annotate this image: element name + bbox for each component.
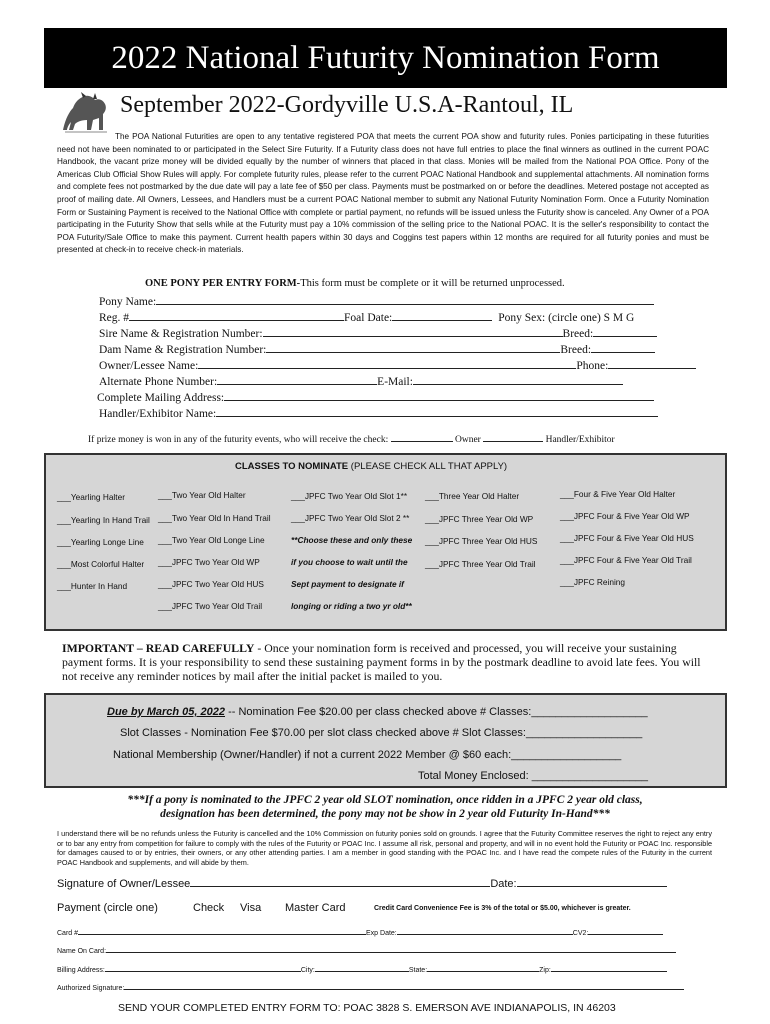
handler-field[interactable]: Handler/Exhibitor Name: [99, 406, 658, 420]
class-checkbox[interactable]: ___Three Year Old Halter [425, 491, 520, 501]
dam-field[interactable]: Dam Name & Registration Number: Breed: [99, 342, 655, 356]
class-checkbox[interactable]: ___JPFC Two Year Old WP [158, 557, 260, 567]
pony-name-field[interactable]: Pony Name: [99, 294, 654, 308]
name-on-card-field[interactable]: Name On Card: [57, 945, 676, 955]
payment-label: Payment (circle one) [57, 902, 158, 914]
total-money-line[interactable]: Total Money Enclosed: ___________________ [418, 770, 648, 782]
class-checkbox[interactable]: ___JPFC Two Year Old HUS [158, 579, 264, 589]
owner-field[interactable]: Owner/Lessee Name: Phone: [99, 358, 696, 372]
class-checkbox[interactable]: ___JPFC Two Year Old Slot 1** [291, 491, 408, 501]
class-checkbox[interactable]: ___Two Year Old Longe Line [158, 535, 265, 545]
class-checkbox[interactable]: ___JPFC Four & Five Year Old WP [560, 511, 690, 521]
mailing-address-field[interactable]: Complete Mailing Address: [97, 390, 654, 404]
class-checkbox[interactable]: ___JPFC Four & Five Year Old Trail [560, 555, 692, 565]
class-checkbox[interactable]: ___JPFC Three Year Old HUS [425, 536, 538, 546]
cc-fee-note: Credit Card Convenience Fee is 3% of the total or $5.00, whichever is greater. [374, 905, 631, 912]
entry-heading: ONE PONY PER ENTRY FORM-This form must be complete or it will be returned unprocessed. [145, 278, 565, 289]
page-subtitle: September 2022-Gordyville U.S.A-Rantoul, IL [120, 92, 574, 118]
class-checkbox[interactable]: ___Most Colorful Halter [57, 559, 145, 569]
slot-note: Sept payment to designate if [291, 579, 404, 589]
class-checkbox[interactable]: ___Four & Five Year Old Halter [560, 489, 676, 499]
class-checkbox[interactable]: ___JPFC Two Year Old Slot 2 ** [291, 513, 410, 523]
slot-fee-line[interactable]: Slot Classes - Nomination Fee $70.00 per slot class checked above # Slot Classes:___________________ [120, 727, 643, 739]
card-number-field[interactable]: Card # Exp Date: CV2: [57, 927, 663, 937]
reg-field[interactable]: Reg. # Foal Date: Pony Sex: (circle one) S M G [99, 312, 635, 324]
intro-paragraph: The POA National Futurities are open to any tentative registered POA that meets the current POA show and futurity rules. Ponies participating in these futurities need not have been nominated to or participated in the Select Sire Futurity. If a Futurity class does not have full entries to place the final winners as outlined in the current POAC Handbook, the vacant prize money will be divided equally by the number of winners that placed in that class. Monies will be mailed from the National POA Office. Pony of the Americas Club Official Show Rules will apply. For complete futurity rules, please refer to the current POAC National Handbook and supplemental attachments. All nomination forms and complete fees not postmarked by the due date will pay a late fee of $50 per class. Payments must be postmarked on or before the deadlines. Metered postage not accepted as proof of mailing date. All Owners, Lessees, and Handlers must be a current POAC National member to submit any National Futurity Nomination Form. Once a Futurity Nomination Form or Sustaining Payment is received to the National Office with complete or partial payment, no refunds will be issued unless the Futurity show is canceled. Any Owner of a POA participating in the Futurity Show that sells while at the Futurity must pay a 10% commission of the selling price to the National POAC. It is the seller's responsibility to contact the POA Futurity/Sale Office to make this payment. Current health papers within 30 days and Coggins test papers within 12 months are required for all futurity ponies and must be presented at check-in to receive check-in materials. [57, 132, 709, 255]
class-checkbox[interactable]: ___Yearling In Hand Trail [57, 515, 150, 525]
alt-phone-field[interactable]: Alternate Phone Number: E-Mail: [99, 374, 623, 388]
slot-note: if you choose to wait until the [291, 557, 408, 567]
payment-option-mastercard[interactable]: Master Card [285, 902, 346, 914]
class-checkbox[interactable]: ___Two Year Old Halter [158, 490, 246, 500]
class-checkbox[interactable]: ___JPFC Two Year Old Trail [158, 601, 263, 611]
slot-note: longing or riding a two yr old** [291, 601, 412, 611]
class-checkbox[interactable]: ___JPFC Four & Five Year Old HUS [560, 533, 694, 543]
class-checkbox[interactable]: ___JPFC Reining [560, 577, 626, 587]
class-checkbox[interactable]: ___Yearling Longe Line [57, 537, 144, 547]
class-checkbox[interactable]: ___Two Year Old In Hand Trail [158, 513, 271, 523]
slot-note: **Choose these and only these [291, 535, 413, 545]
class-checkbox[interactable]: ___JPFC Three Year Old Trail [425, 559, 536, 569]
classes-heading: CLASSES TO NOMINATE (PLEASE CHECK ALL THAT APPLY) [235, 461, 508, 472]
sire-field[interactable]: Sire Name & Registration Number: Breed: [99, 326, 657, 340]
payment-option-visa[interactable]: Visa [240, 902, 262, 914]
signature-field[interactable]: Signature of Owner/Lessee Date: [57, 876, 667, 890]
payment-option-check[interactable]: Check [193, 902, 225, 914]
page-title: 2022 National Futurity Nomination Form [44, 28, 727, 88]
class-checkbox[interactable]: ___Hunter In Hand [57, 581, 128, 591]
class-checkbox[interactable]: ___Yearling Halter [57, 492, 125, 502]
billing-address-field[interactable]: Billing Address: City: State: Zip: [57, 964, 667, 974]
agreement-text: I understand there will be no refunds unless the Futurity is cancelled and the 10% Commission on futurity ponies sold on grounds. I agree that the Futurity Committee reserves the right to reject any entry or to bar any entry from competition for failure to comply with the rules of the Futurity or POAC Inc. I assume all risk, personal and property, and will in no event hold the Futurity or POAC Inc. responsible for damages caused to or by entries, their owners, or any other attending parties. I am a member in good standing with the POAC Inc. and I have read the compete rules of the Futurity in the current POAC Handbook and supplements, and will abide by them. [57, 829, 712, 867]
authorized-signature-field[interactable]: Authorized Signature: [57, 982, 684, 992]
class-checkbox[interactable]: ___JPFC Three Year Old WP [425, 514, 534, 524]
membership-fee-line[interactable]: National Membership (Owner/Handler) if not a current 2022 Member @ $60 each:__________________ [113, 749, 622, 761]
important-notice: IMPORTANT – READ CAREFULLY - Once your nomination form is received and processed, you will receive your sustaining payment forms. It is your responsibility to send these sustaining payment forms in by the postmark deadline to avoid late fees. You will not receive any reminder notices by mail after the initial packet is mailed to you. [62, 641, 701, 683]
mailing-footer: SEND YOUR COMPLETED ENTRY FORM TO: POAC 3828 S. EMERSON AVE INDIANAPOLIS, IN 46203 [118, 1002, 616, 1014]
prize-check-question: If prize money is won in any of the futurity events, who will receive the check: Owner Handler/Exhibitor [88, 431, 615, 445]
jpfc-slot-note: ***If a pony is nominated to the JPFC 2 year old SLOT nomination, once ridden in a JPFC 2 year old class, designation has been determined, the pony may not be show in 2 year old Futurity In-Hand*** [127, 794, 643, 820]
nomination-fee-line[interactable]: Due by March 05, 2022 -- Nomination Fee $20.00 per class checked above # Classes:___________________ [107, 706, 648, 718]
